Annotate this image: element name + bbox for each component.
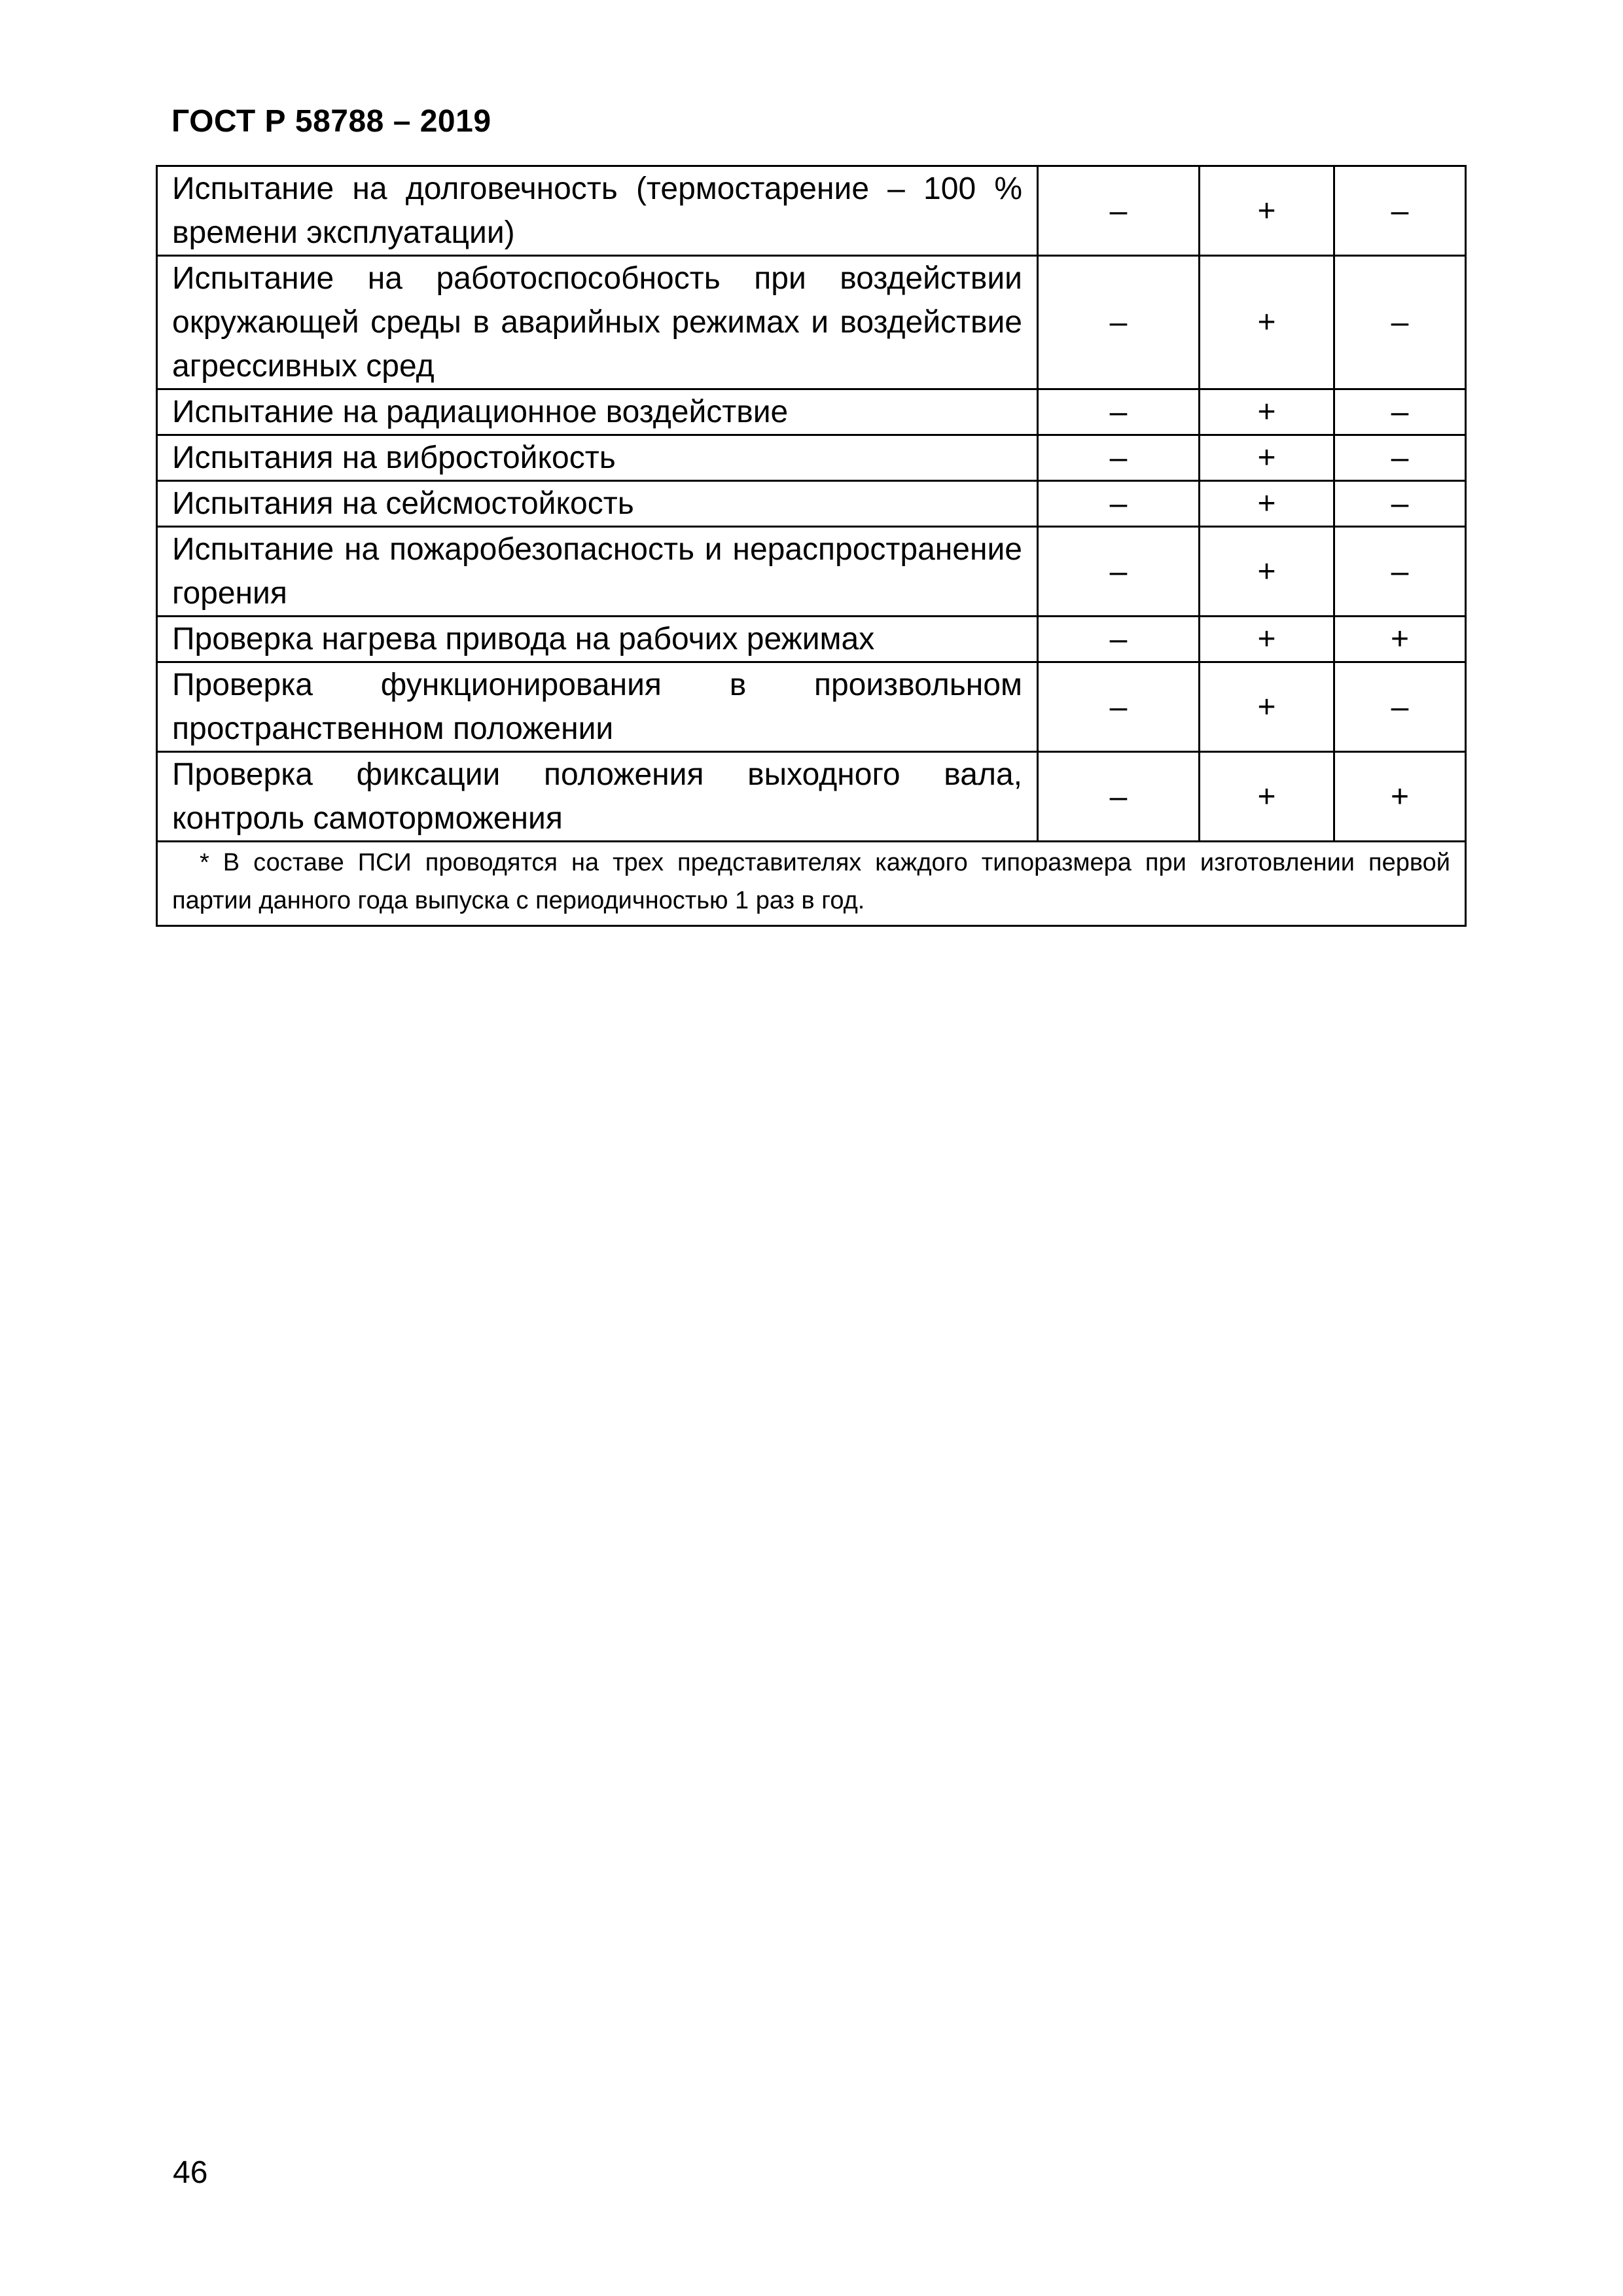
mark-cell-col1: – bbox=[1038, 389, 1200, 435]
mark-cell-col3: – bbox=[1334, 527, 1466, 617]
table-footnote: * В составе ПСИ проводятся на трех представителях каждого типоразмера при изготовлении первой партии данного года выпуска с периодичностью 1 раз в год. bbox=[157, 842, 1466, 926]
table-row bbox=[157, 389, 1466, 435]
mark-cell-col3: – bbox=[1334, 481, 1466, 527]
document-header: ГОСТ Р 58788 – 2019 bbox=[171, 104, 491, 139]
mark-cell-col3: – bbox=[1334, 662, 1466, 752]
tests-table-container bbox=[156, 165, 1465, 927]
mark-cell-col1: – bbox=[1038, 617, 1200, 662]
test-name-cell: Испытание на долговечность (термостарение – 100 % времени эксплуатации) bbox=[157, 166, 1038, 256]
mark-cell-col2: + bbox=[1200, 662, 1334, 752]
table-row bbox=[157, 166, 1466, 256]
mark-cell-col3: + bbox=[1334, 752, 1466, 842]
mark-cell-col2: + bbox=[1200, 527, 1334, 617]
test-name-cell: Испытание на радиационное воздействие bbox=[157, 389, 1038, 435]
mark-cell-col2: + bbox=[1200, 481, 1334, 527]
mark-cell-col2: + bbox=[1200, 617, 1334, 662]
mark-cell-col1: – bbox=[1038, 256, 1200, 389]
test-name-cell: Проверка функционирования в произвольном пространственном положении bbox=[157, 662, 1038, 752]
mark-cell-col2: + bbox=[1200, 256, 1334, 389]
mark-cell-col2: + bbox=[1200, 435, 1334, 481]
table-row bbox=[157, 752, 1466, 842]
mark-cell-col3: – bbox=[1334, 389, 1466, 435]
tests-table bbox=[156, 165, 1467, 927]
table-row bbox=[157, 256, 1466, 389]
table-row bbox=[157, 662, 1466, 752]
mark-cell-col2: + bbox=[1200, 166, 1334, 256]
mark-cell-col1: – bbox=[1038, 662, 1200, 752]
table-row bbox=[157, 527, 1466, 617]
table-footnote-row bbox=[157, 842, 1466, 926]
mark-cell-col3: + bbox=[1334, 617, 1466, 662]
test-name-cell: Проверка фиксации положения выходного вала, контроль самоторможения bbox=[157, 752, 1038, 842]
mark-cell-col1: – bbox=[1038, 481, 1200, 527]
table-row bbox=[157, 617, 1466, 662]
test-name-cell: Испытания на сейсмостойкость bbox=[157, 481, 1038, 527]
test-name-cell: Испытание на пожаробезопасность и нераспространение горения bbox=[157, 527, 1038, 617]
test-name-cell: Проверка нагрева привода на рабочих режимах bbox=[157, 617, 1038, 662]
mark-cell-col1: – bbox=[1038, 527, 1200, 617]
mark-cell-col1: – bbox=[1038, 752, 1200, 842]
mark-cell-col3: – bbox=[1334, 435, 1466, 481]
mark-cell-col3: – bbox=[1334, 256, 1466, 389]
table-row bbox=[157, 481, 1466, 527]
test-name-cell: Испытания на вибростойкость bbox=[157, 435, 1038, 481]
page-number: 46 bbox=[173, 2155, 208, 2190]
mark-cell-col1: – bbox=[1038, 166, 1200, 256]
test-name-cell: Испытание на работоспособность при воздействии окружающей среды в аварийных режимах и воздействие агрессивных сред bbox=[157, 256, 1038, 389]
mark-cell-col2: + bbox=[1200, 752, 1334, 842]
mark-cell-col1: – bbox=[1038, 435, 1200, 481]
table-row bbox=[157, 435, 1466, 481]
mark-cell-col2: + bbox=[1200, 389, 1334, 435]
mark-cell-col3: – bbox=[1334, 166, 1466, 256]
